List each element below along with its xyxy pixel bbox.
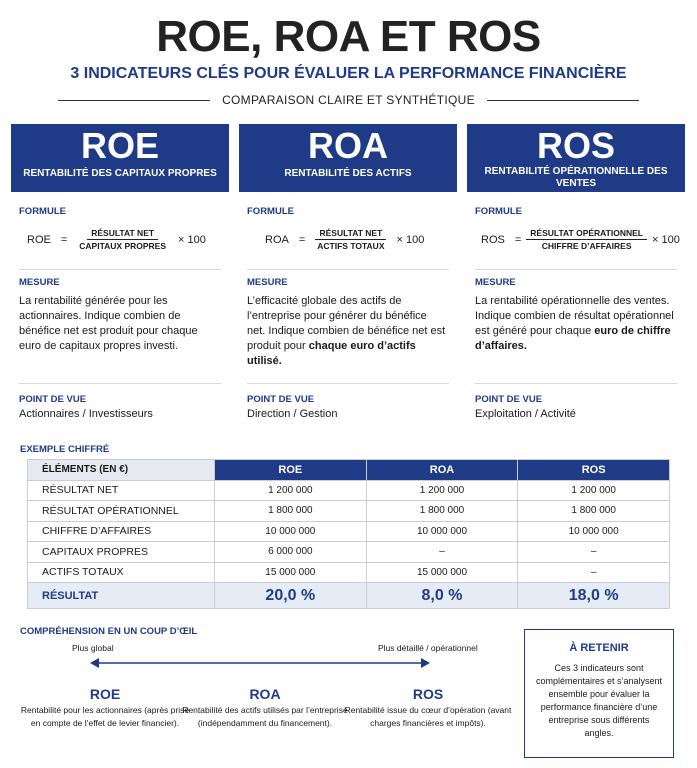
numerator: RÉSULTAT NET: [315, 228, 386, 240]
comparison-item-roe: [20, 686, 190, 730]
comparison-abbr: ROA: [249, 686, 281, 702]
table-cell: 10 000 000: [518, 521, 670, 542]
table-cell: 1 200 000: [518, 480, 670, 501]
page-title: ROE, ROA ET ROS: [156, 12, 541, 61]
tagline-row: [58, 93, 639, 107]
table-row: [28, 562, 670, 583]
comparison-item-roa: [180, 686, 350, 730]
row-label: ACTIFS TOTAUX: [28, 562, 215, 583]
table-header-row: [28, 460, 670, 481]
table-cell: –: [518, 542, 670, 563]
comparison-item-ros: [343, 686, 513, 730]
fraction: [75, 228, 170, 251]
formula-label: FORMULE: [19, 206, 66, 217]
formula: [27, 228, 206, 251]
formula-lhs: ROE: [27, 233, 51, 246]
right-hint: Plus détaillé / opérationnel: [378, 643, 478, 653]
left-hint: Plus global: [72, 643, 114, 653]
result-value: 20,0 %: [215, 583, 367, 609]
table-cell: –: [366, 542, 518, 563]
divider: [475, 269, 677, 270]
numerator: RÉSULTAT NET: [87, 228, 158, 240]
formula-lhs: ROA: [265, 233, 289, 246]
formula: [481, 228, 680, 251]
desc-text: L’efficacité globale des actifs de l’entreprise pour générer du bénéfice net. Indique combien de bénéfice net est produit pour: [247, 295, 446, 352]
measure-label: MESURE: [247, 277, 288, 288]
table-row: [28, 542, 670, 563]
table-row: [28, 521, 670, 542]
desc-text: La rentabilité générée pour les actionnaires. Indique combien de bénéfice net est produit pour chaque euro de capitaux propres investi.: [19, 295, 198, 352]
card-abbr: ROA: [308, 125, 388, 166]
equals-sign: =: [60, 233, 68, 246]
table-cell: 1 200 000: [366, 480, 518, 501]
result-row: [28, 583, 670, 609]
comparison-abbr: ROE: [89, 686, 121, 702]
example-title: EXEMPLE CHIFFRÉ: [20, 444, 110, 455]
row-label: RÉSULTAT NET: [28, 480, 215, 501]
equals-sign: =: [514, 233, 522, 246]
pov-value: Direction / Gestion: [247, 408, 338, 420]
pov-label: POINT DE VUE: [247, 394, 315, 405]
column-header: ROE: [215, 460, 367, 481]
formula-label: FORMULE: [247, 206, 294, 217]
comparison-abbr: ROS: [412, 686, 444, 702]
card-header: [467, 124, 685, 192]
desc-text: La rentabilité opérationnelle des ventes. Indique combien de résultat opérationnel est généré pour chaque: [475, 295, 674, 337]
card-name: RENTABILITÉ DES CAPITAUX PROPRES: [23, 168, 217, 179]
table-cell: –: [518, 562, 670, 583]
fraction: [313, 228, 388, 251]
measure-label: MESURE: [475, 277, 516, 288]
table-cell: 15 000 000: [366, 562, 518, 583]
page-subtitle: 3 INDICATEURS CLÉS POUR ÉVALUER LA PERFORMANCE FINANCIÈRE: [70, 65, 627, 82]
column-header: ÉLÉMENTS (EN €): [28, 460, 215, 481]
formula: [265, 228, 424, 251]
table-cell: 10 000 000: [366, 521, 518, 542]
divider: [19, 383, 221, 384]
comparison-text: Rentabilité des actifs utilisés par l’entreprise (indépendamment du financement).: [182, 705, 348, 728]
denominator: CHIFFRE D’AFFAIRES: [541, 241, 632, 251]
card-description: [19, 294, 219, 354]
pov-value: Exploitation / Activité: [475, 408, 576, 420]
desc-bold: euro de chiffre d’affaires.: [475, 325, 671, 352]
divider-left: [58, 100, 210, 101]
example-table: [27, 459, 670, 609]
card-abbr: ROS: [536, 125, 615, 166]
table-row: [28, 480, 670, 501]
card-ros: [467, 124, 685, 424]
card-header: [11, 124, 229, 192]
formula-label: FORMULE: [475, 206, 522, 217]
pov-label: POINT DE VUE: [19, 394, 87, 405]
result-value: 18,0 %: [518, 583, 670, 609]
table-cell: 1 800 000: [215, 501, 367, 522]
retain-title: À RETENIR: [569, 642, 629, 654]
retain-text: Ces 3 indicateurs sont complémentaires et s’analysent ensemble pour évaluer la performance financière d’une entreprise sous différents angles.: [535, 663, 663, 738]
card-header: [239, 124, 457, 192]
pov-value: Actionnaires / Investisseurs: [19, 408, 153, 420]
table-row: [28, 501, 670, 522]
card-abbr: ROE: [80, 125, 159, 166]
equals-sign: =: [298, 233, 306, 246]
divider: [19, 269, 221, 270]
card-name: RENTABILITÉ OPÉRATIONNELLE DES VENTES: [484, 166, 668, 189]
row-label: CAPITAUX PROPRES: [28, 542, 215, 563]
measure-label: MESURE: [19, 277, 60, 288]
fraction: [526, 228, 647, 251]
denominator: CAPITAUX PROPRES: [79, 241, 167, 251]
column-header: ROA: [366, 460, 518, 481]
denominator: ACTIFS TOTAUX: [317, 241, 385, 251]
result-value: 8,0 %: [366, 583, 518, 609]
comparison-text: Rentabilité issue du cœur d’opération (avant charges financières et impôts).: [344, 705, 512, 728]
times-100: × 100: [178, 233, 206, 246]
table-cell: 10 000 000: [215, 521, 367, 542]
card-roe: [11, 124, 229, 424]
row-label: CHIFFRE D’AFFAIRES: [28, 521, 215, 542]
card-name: RENTABILITÉ DES ACTIFS: [284, 168, 412, 179]
table-cell: 1 800 000: [518, 501, 670, 522]
divider: [247, 269, 449, 270]
numerator: RÉSULTAT OPÉRATIONNEL: [526, 228, 647, 240]
divider: [475, 383, 677, 384]
comparison-text: Rentabilité pour les actionnaires (après prise en compte de l’effet de levier financier).: [20, 705, 190, 728]
table-cell: 1 200 000: [215, 480, 367, 501]
column-header: ROS: [518, 460, 670, 481]
retain-box: [524, 629, 674, 758]
divider: [247, 383, 449, 384]
row-label: RÉSULTAT OPÉRATIONNEL: [28, 501, 215, 522]
times-100: × 100: [396, 233, 425, 246]
table-cell: 1 800 000: [366, 501, 518, 522]
result-label: RÉSULTAT: [28, 583, 215, 609]
tagline: COMPARAISON CLAIRE ET SYNTHÉTIQUE: [222, 93, 475, 107]
table-cell: 15 000 000: [215, 562, 367, 583]
comparison-title: COMPRÉHENSION EN UN COUP D’ŒIL: [20, 626, 198, 637]
desc-bold: chaque euro d’actifs utilisé.: [247, 340, 416, 367]
divider-right: [487, 100, 639, 101]
pov-label: POINT DE VUE: [475, 394, 543, 405]
double-arrow-icon: [90, 656, 430, 670]
table-cell: 6 000 000: [215, 542, 367, 563]
times-100: × 100: [651, 233, 680, 246]
card-description: [475, 294, 675, 354]
card-roa: [239, 124, 457, 424]
card-description: [247, 294, 447, 369]
formula-lhs: ROS: [481, 233, 505, 246]
